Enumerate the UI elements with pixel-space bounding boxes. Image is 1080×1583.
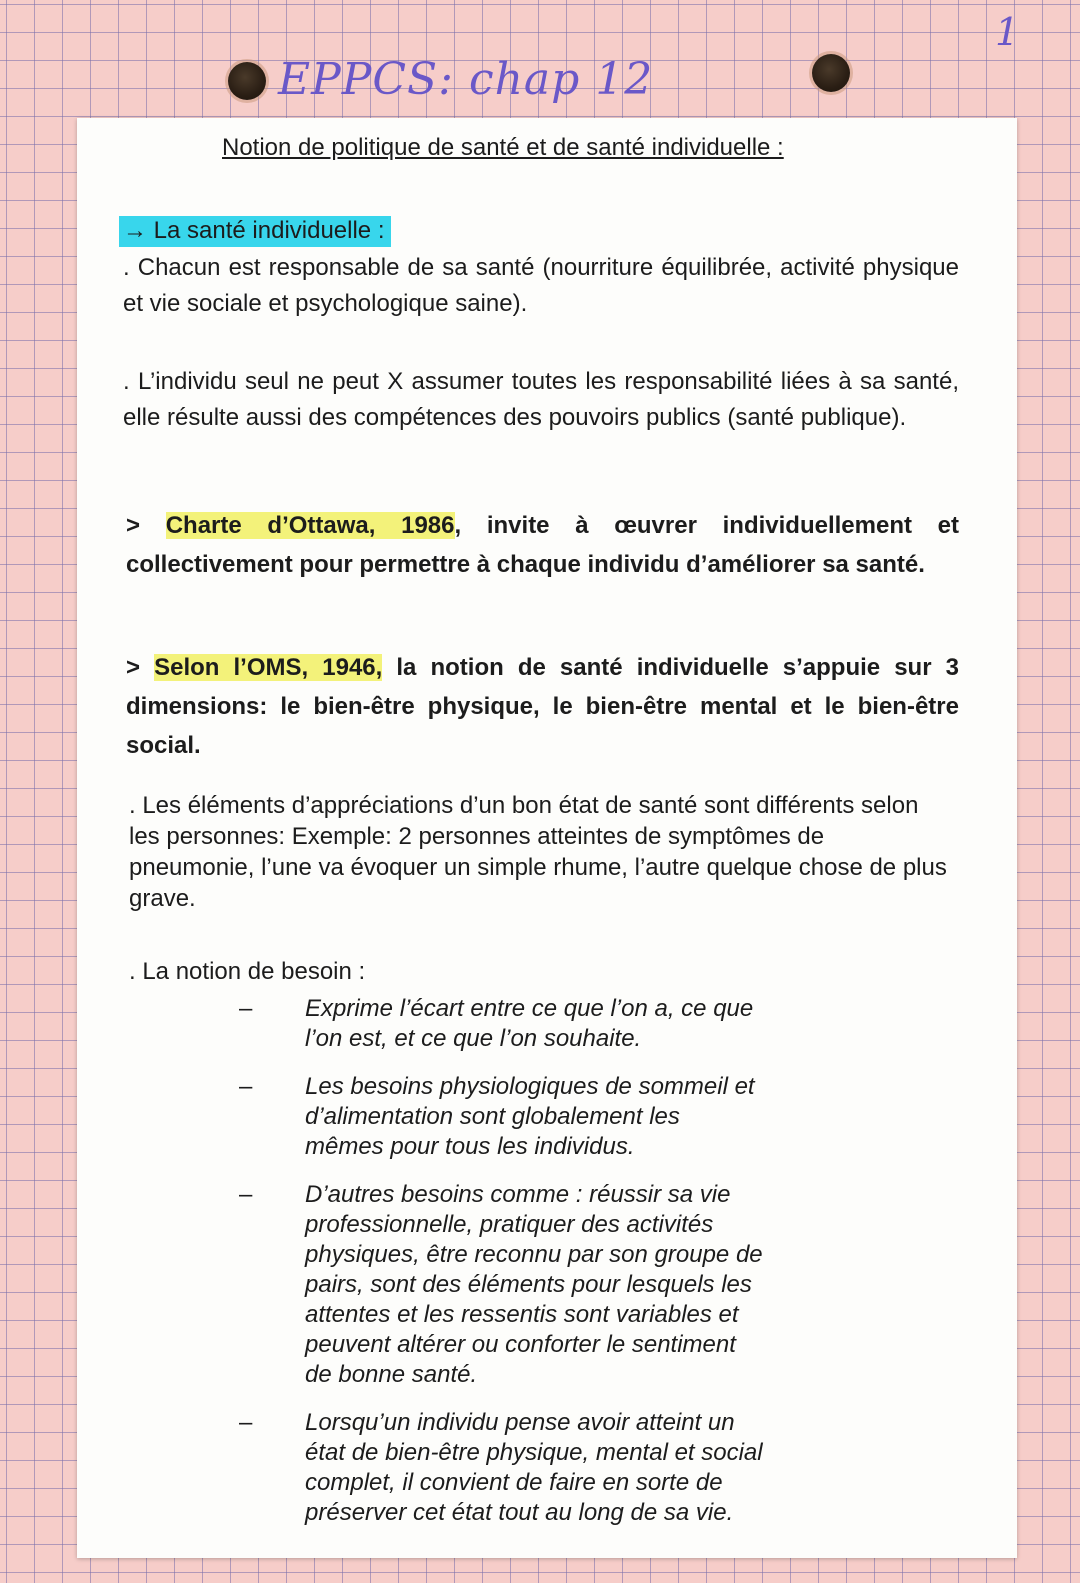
paragraph-charte-ottawa bbox=[126, 506, 959, 584]
besoin-item bbox=[129, 1180, 765, 1390]
document-heading: Notion de politique de santé et de santé individuelle : bbox=[222, 134, 784, 161]
besoin-item bbox=[129, 1408, 765, 1528]
besoin-item-text: Exprime l’écart entre ce que l’on a, ce que l’on est, et ce que l’on souhaite. bbox=[305, 995, 754, 1052]
besoin-item bbox=[129, 994, 765, 1054]
paragraph-individu-seul: . L’individu seul ne peut X assumer toutes les responsabilité liées à sa santé, elle résulte aussi des compétences des pouvoirs publics (santé publique). bbox=[123, 368, 959, 431]
punch-hole-left bbox=[228, 62, 266, 100]
dash-marker: – bbox=[239, 1181, 253, 1208]
charte-text: , invite à œuvrer individuellement et collectivement pour permettre à chaque individu d’améliorer sa santé. bbox=[126, 512, 959, 578]
dash-marker: – bbox=[239, 1073, 253, 1100]
prefix-arrow: > bbox=[126, 512, 166, 539]
dash-marker: – bbox=[239, 1409, 253, 1436]
besoin-item-text: D’autres besoins comme : réussir sa vie professionnelle, pratiquer des activités physiques, être reconnu par son groupe de pairs, sont des éléments pour lesquels les attentes et les ressentis sont variables et peuvent altérer ou conforter le sentiment de bonne santé. bbox=[305, 1181, 763, 1388]
oms-text: la notion de santé individuelle s’appuie sur 3 dimensions: le bien-être physique, le bien-être mental et le bien-être social. bbox=[126, 654, 959, 759]
handwritten-chapter-title: EPPCS: chap 12 bbox=[278, 54, 654, 105]
dash-marker: – bbox=[239, 995, 253, 1022]
besoin-intro: . La notion de besoin : bbox=[129, 958, 366, 985]
section-label-sante-individuelle: → La santé individuelle : bbox=[119, 216, 391, 247]
prefix-arrow: > bbox=[126, 654, 155, 681]
besoin-item-text: Les besoins physiologiques de sommeil et d’alimentation sont globalement les mêmes pour tous les individus. bbox=[305, 1073, 755, 1160]
besoin-list bbox=[129, 994, 949, 1528]
paragraph-responsabilite: . Chacun est responsable de sa santé (nourriture équilibrée, activité physique et vie sociale et psychologique saine). bbox=[123, 254, 959, 317]
besoin-item bbox=[129, 1072, 765, 1162]
besoin-item-text: Lorsqu’un individu pense avoir atteint un état de bien-être physique, mental et social complet, il convient de faire en sorte de préserver cet état tout au long de sa vie. bbox=[305, 1409, 763, 1526]
handwritten-page-number: 1 bbox=[995, 10, 1020, 54]
besoin-section bbox=[129, 958, 949, 1546]
punch-hole-right bbox=[812, 54, 850, 92]
highlight-oms: Selon l’OMS, 1946, bbox=[154, 654, 383, 681]
highlight-charte-ottawa: Charte d’Ottawa, 1986 bbox=[165, 512, 455, 539]
paragraph-oms bbox=[126, 648, 959, 765]
paragraph-appreciations: . Les éléments d’appréciations d’un bon état de santé sont différents selon les personnes: Exemple: 2 personnes atteintes de symptômes de pneumonie, l’une va évoquer un simple rhume, l’autre quelque chose de plus grave. bbox=[129, 792, 947, 912]
printed-sheet bbox=[77, 118, 1017, 1558]
